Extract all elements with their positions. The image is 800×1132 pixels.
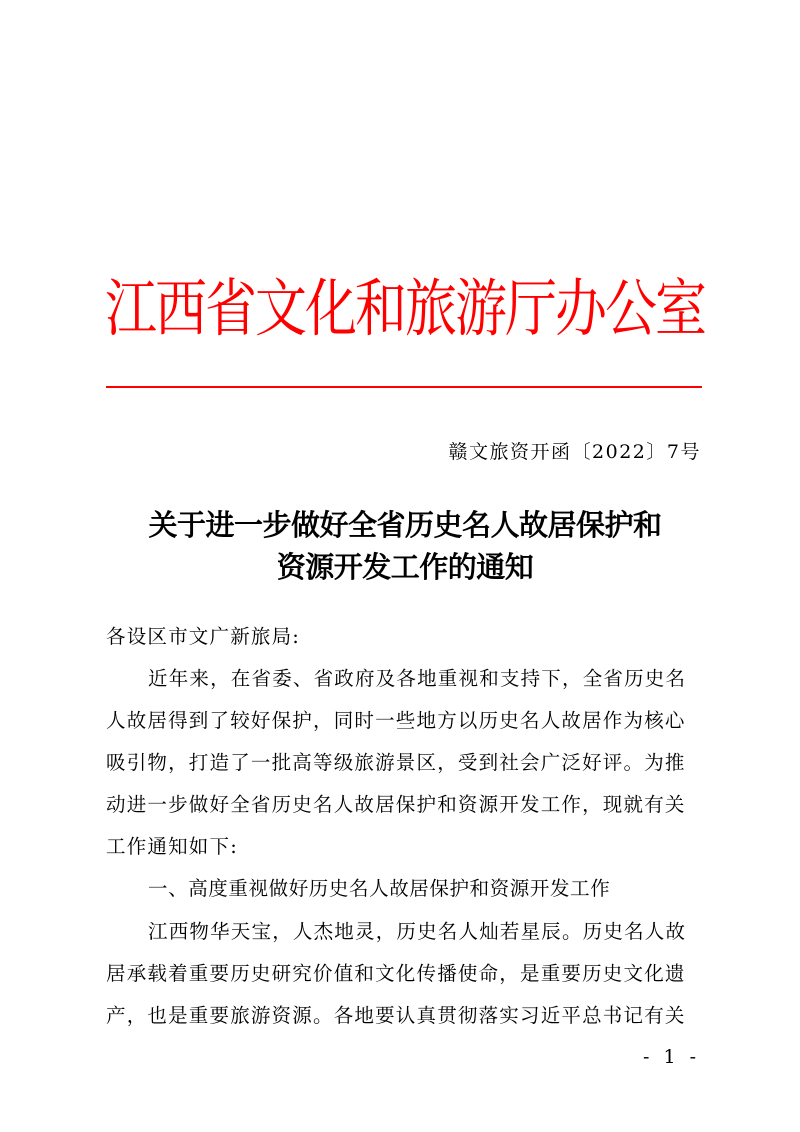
salutation: 各设区市文广新旅局: (106, 625, 301, 648)
paragraph-line: 近年来，在省委、省政府及各地重视和支持下，全省历史名 (148, 667, 687, 690)
paragraph-line: 产，也是重要旅游资源。各地要认真贯彻落实习近平总书记有关 (106, 1004, 686, 1027)
document-number: 赣文旅资开函〔2022〕7号 (448, 441, 701, 463)
paragraph-line: 吸引物，打造了一批高等级旅游景区，受到社会广泛好评。为推 (106, 751, 686, 774)
paragraph-line: 居承载着重要历史研究价值和文化传播使命，是重要历史文化遗 (106, 962, 686, 985)
paragraph-line: 工作通知如下: (106, 835, 238, 858)
organization-header: 江西省文化和旅游厅办公室 (104, 273, 705, 346)
paragraph-line: 动进一步做好全省历史名人故居保护和资源开发工作，现就有关 (106, 793, 686, 816)
paragraph-line: 江西物华天宝，人杰地灵，历史名人灿若星辰。历史名人故 (148, 920, 687, 943)
paragraph-line: 人故居得到了较好保护，同时一些地方以历史名人故居作为核心 (106, 709, 686, 732)
page-number: - 1 - (642, 1046, 700, 1068)
document-title-line-1: 关于进一步做好全省历史名人故居保护和 (148, 508, 662, 542)
red-divider-line (106, 386, 702, 388)
section-heading: 一、高度重视做好历史名人故居保护和资源开发工作 (148, 877, 611, 900)
document-title-line-2: 资源开发工作的通知 (276, 550, 534, 584)
